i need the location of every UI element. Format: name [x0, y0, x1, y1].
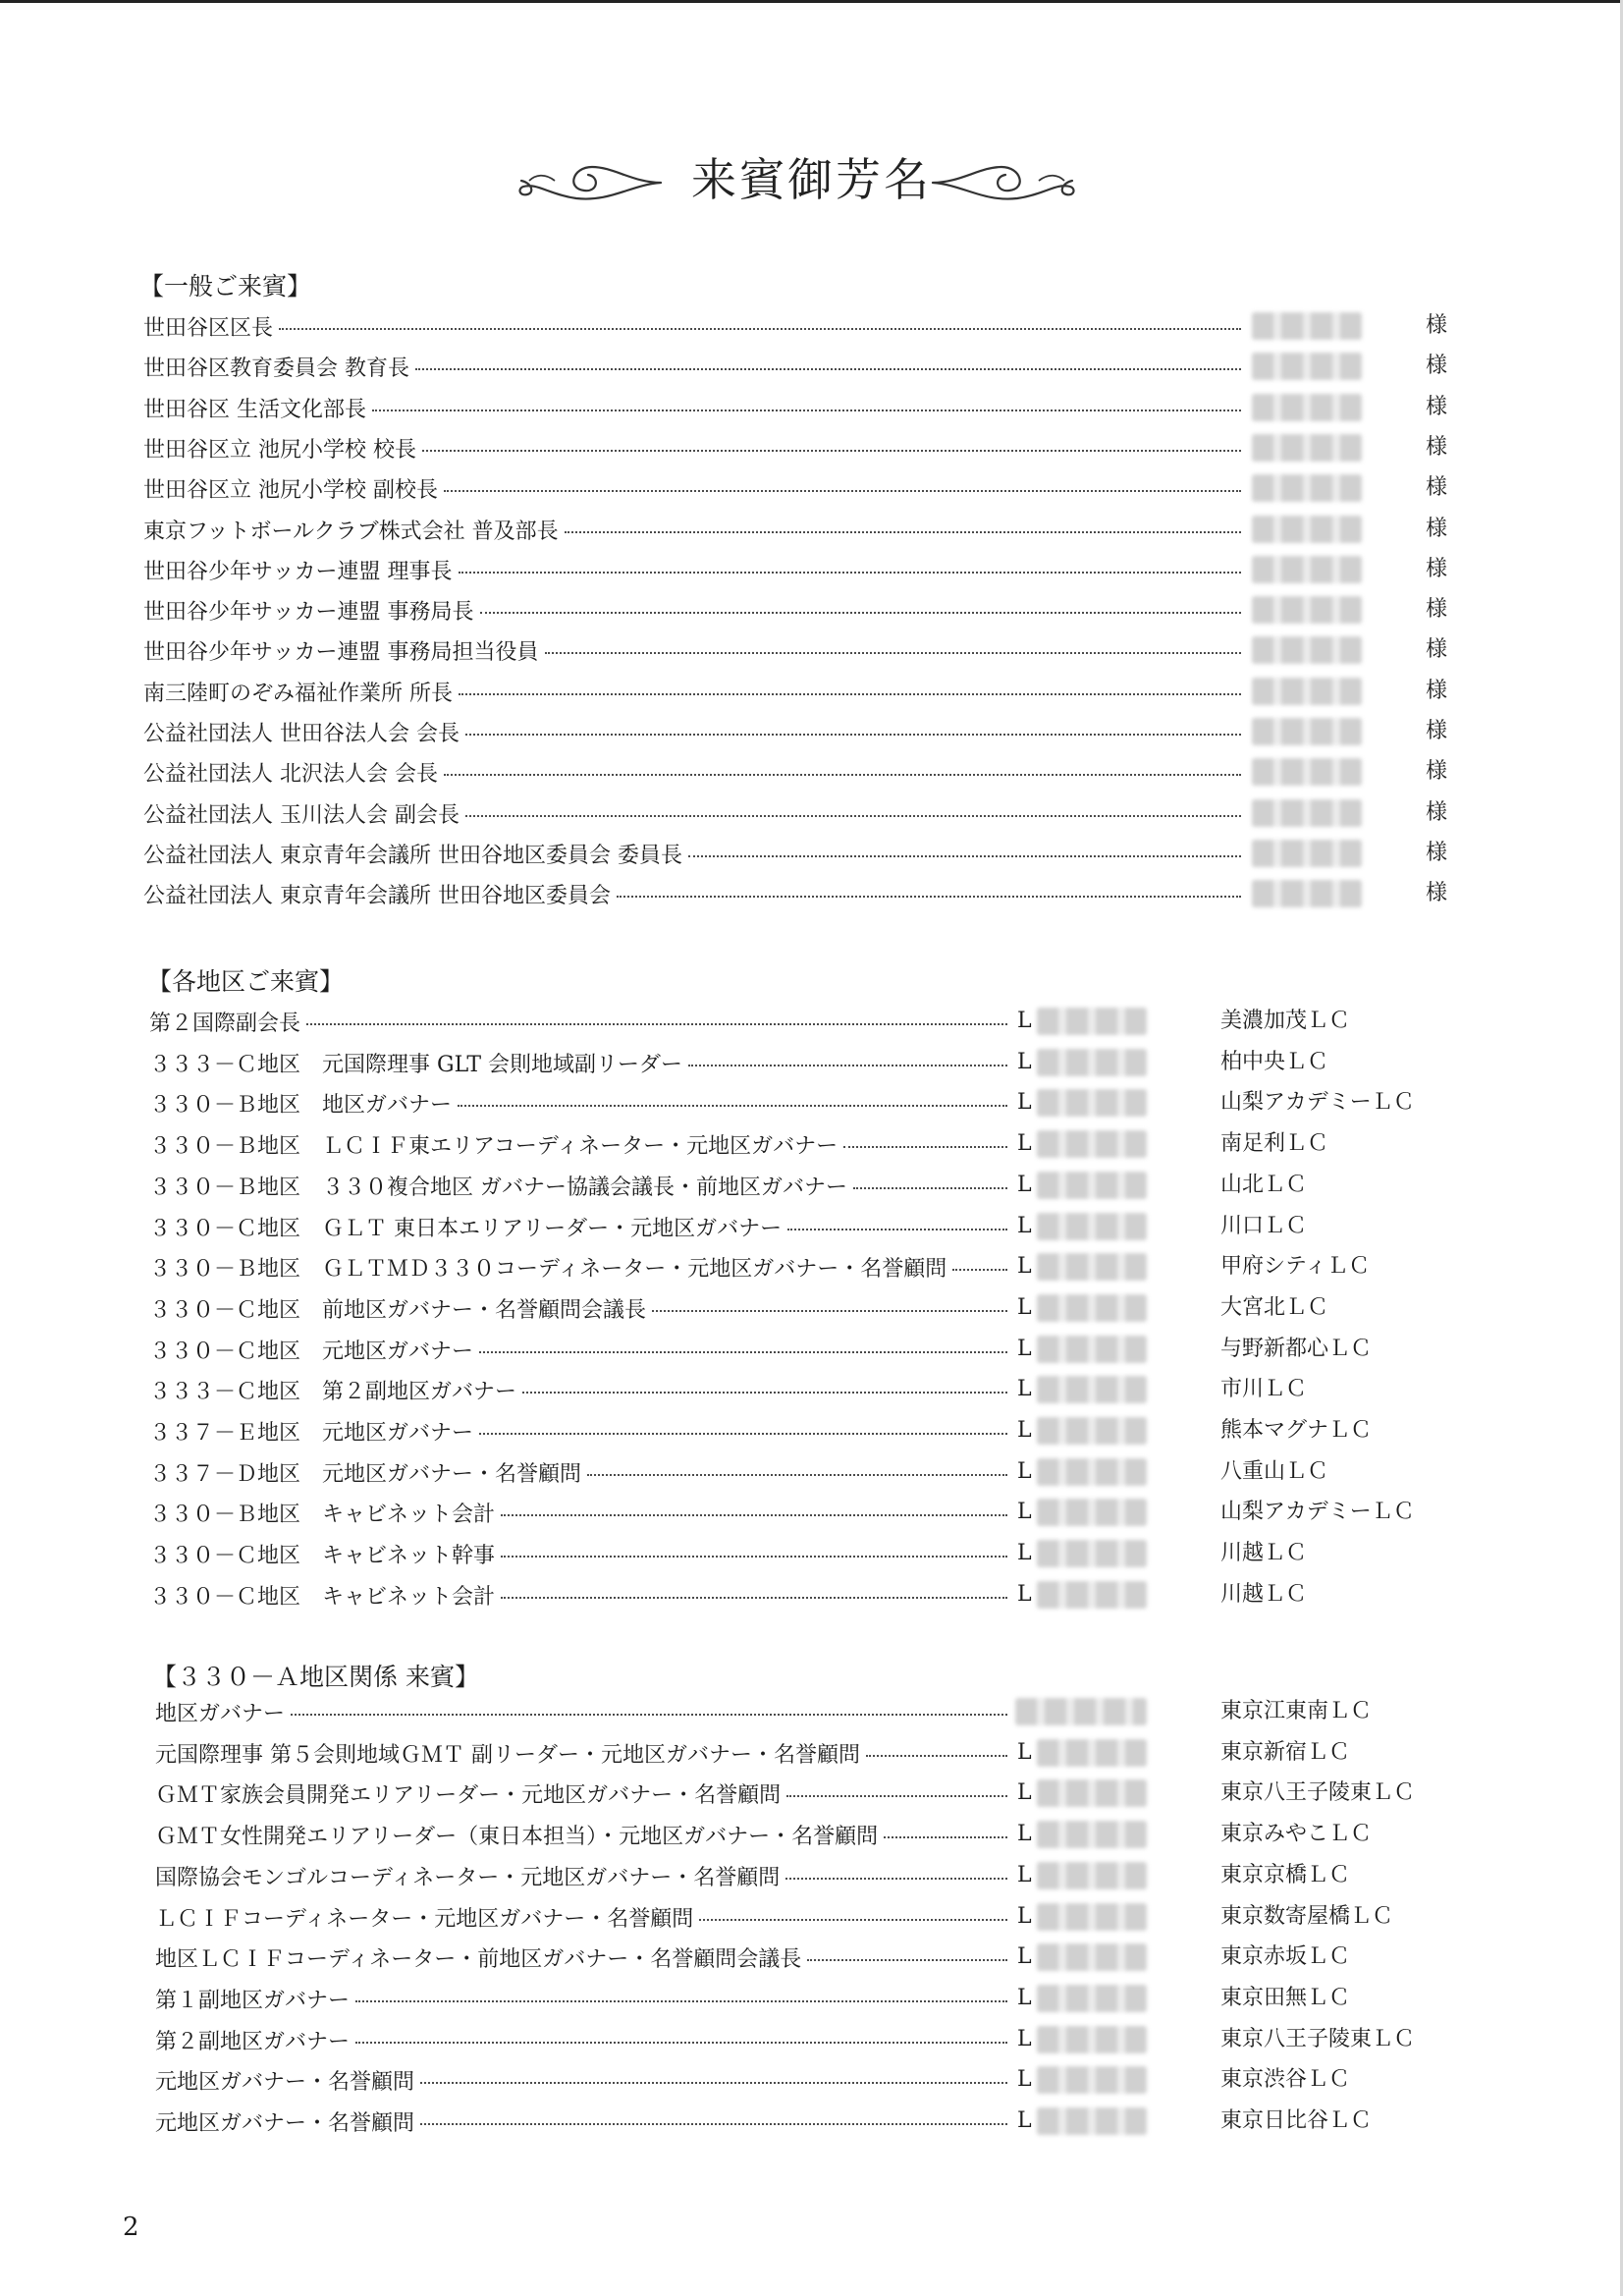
leader-dots — [688, 855, 1241, 857]
leader-dots — [355, 2042, 1007, 2044]
leader-dots — [444, 774, 1241, 776]
guest-row — [0, 874, 1623, 913]
guest-role — [155, 1938, 1013, 1977]
redacted-name — [1037, 1130, 1147, 1158]
guest-role-text: ３３０－Ｃ地区 キャビネット会計 — [149, 1584, 496, 1610]
guest-role-text: ３３０－Ｃ地区 ＧＬＴ 東日本エリアリーダー・元地区ガバナー — [149, 1216, 783, 1241]
guest-role-text: ３３０－Ｂ地区 地区ガバナー — [149, 1092, 453, 1118]
lions-club: 東京日比谷ＬＣ — [1220, 2108, 1373, 2133]
guest-row — [0, 2060, 1623, 2100]
leader-dots — [479, 1351, 1007, 1353]
redacted-name — [1252, 312, 1362, 340]
name-prefix: L — [1017, 1944, 1032, 1969]
redacted-name — [1037, 1821, 1147, 1848]
guest-role-text: ＧＭＴ女性開発エリアリーダー（東日本担当）・元地区ガバナー・名誉顧問 — [155, 1824, 879, 1849]
guest-row — [0, 834, 1623, 873]
name-prefix: L — [1017, 1090, 1032, 1115]
name-prefix: L — [1017, 1214, 1032, 1238]
lions-club: 東京新宿ＬＣ — [1220, 1740, 1351, 1765]
leader-dots — [884, 1836, 1007, 1838]
guest-row — [0, 1124, 1623, 1164]
redacted-name — [1252, 434, 1362, 462]
guest-row — [0, 1575, 1623, 1614]
lions-club: 南足利ＬＣ — [1220, 1131, 1329, 1156]
leader-dots — [480, 612, 1241, 614]
honorific: 様 — [1426, 313, 1448, 338]
redacted-name — [1037, 1253, 1147, 1281]
guest-role — [149, 1330, 1013, 1369]
guest-row — [0, 1979, 1623, 2018]
guest-role — [143, 388, 1247, 427]
guest-role — [143, 590, 1247, 629]
redacted-name — [1037, 1417, 1147, 1445]
redacted-name — [1037, 1943, 1147, 1971]
leader-dots — [355, 2000, 1007, 2002]
lions-club: 美濃加茂ＬＣ — [1220, 1009, 1351, 1033]
guest-role — [143, 834, 1247, 873]
redacted-name — [1252, 880, 1362, 907]
redacted-name — [1037, 1294, 1147, 1322]
lions-club: 山梨アカデミーＬＣ — [1220, 1500, 1415, 1524]
lions-club: 山梨アカデミーＬＣ — [1220, 1090, 1415, 1115]
page-number: 2 — [123, 2213, 139, 2242]
guest-row — [0, 1733, 1623, 1773]
name-prefix: L — [1017, 1050, 1032, 1074]
guest-row — [0, 1692, 1623, 1731]
lions-club: 大宮北ＬＣ — [1220, 1295, 1329, 1320]
leader-dots — [372, 410, 1241, 411]
name-prefix: L — [1017, 1822, 1032, 1846]
guest-role — [143, 510, 1247, 549]
honorific: 様 — [1426, 597, 1448, 622]
leader-dots — [652, 1310, 1007, 1312]
guest-row — [0, 590, 1623, 629]
lions-club: 東京京橋ＬＣ — [1220, 1863, 1351, 1887]
name-prefix: L — [1017, 2067, 1032, 2092]
name-prefix: L — [1017, 1904, 1032, 1929]
general-guests-heading: 【一般ご来賓】 — [139, 272, 312, 301]
name-prefix: L — [1017, 1377, 1032, 1401]
leader-dots — [501, 1556, 1007, 1558]
guest-role-text: 公益社団法人 東京青年会議所 世田谷地区委員会 — [143, 883, 611, 908]
leader-dots — [458, 1105, 1007, 1107]
guest-row — [0, 1370, 1623, 1409]
redacted-name — [1037, 1089, 1147, 1117]
redacted-name — [1037, 1903, 1147, 1931]
guest-role — [149, 1002, 1013, 1041]
guest-row — [0, 1493, 1623, 1532]
honorific: 様 — [1426, 435, 1448, 460]
guest-role — [155, 1733, 1013, 1773]
district-guests-heading: 【各地区ご来賓】 — [147, 967, 345, 996]
leader-dots — [843, 1146, 1007, 1148]
guest-row — [0, 793, 1623, 833]
name-prefix: L — [1017, 1986, 1032, 2010]
guest-role — [149, 1083, 1013, 1122]
redacted-name — [1037, 1739, 1147, 1767]
guest-row — [0, 1166, 1623, 1205]
honorific: 様 — [1426, 719, 1448, 743]
redacted-name — [1252, 678, 1362, 705]
guest-role-text: 公益社団法人 世田谷法人会 会長 — [143, 721, 460, 746]
guest-row — [0, 752, 1623, 792]
guest-role — [155, 1856, 1013, 1895]
guest-row — [0, 1247, 1623, 1286]
leader-dots — [501, 1514, 1007, 1516]
guest-role-text: 世田谷少年サッカー連盟 理事長 — [143, 559, 453, 584]
redacted-name — [1252, 474, 1362, 502]
guest-role — [155, 1979, 1013, 2018]
leader-dots — [587, 1474, 1007, 1476]
honorific: 様 — [1426, 475, 1448, 500]
leader-dots — [420, 2123, 1007, 2125]
lions-club: 熊本マグナＬＣ — [1220, 1418, 1373, 1443]
leader-dots — [545, 652, 1241, 654]
leader-dots — [444, 490, 1241, 492]
guest-role-text: 公益社団法人 北沢法人会 会長 — [143, 761, 438, 787]
guest-role — [149, 1247, 1013, 1286]
redacted-name — [1252, 718, 1362, 745]
guest-role — [149, 1124, 1013, 1164]
guest-role-text: 世田谷区区長 — [143, 315, 274, 341]
guest-role — [149, 1166, 1013, 1205]
guest-row — [0, 1938, 1623, 1977]
honorific: 様 — [1426, 395, 1448, 419]
guest-role — [155, 2102, 1013, 2141]
guest-role-text: ３３０－Ｂ地区 キャビネット会計 — [149, 1502, 496, 1527]
guest-role — [143, 550, 1247, 589]
redacted-name — [1252, 596, 1362, 624]
name-prefix: L — [1017, 1500, 1032, 1524]
leader-dots — [786, 1795, 1007, 1797]
guest-role — [149, 1043, 1013, 1082]
guest-role — [149, 1493, 1013, 1532]
right-flourish-icon — [931, 153, 1078, 206]
guest-role — [149, 1452, 1013, 1492]
guest-row — [0, 630, 1623, 670]
guest-role-text: ３３０－Ｃ地区 前地区ガバナー・名誉顧問会議長 — [149, 1297, 647, 1323]
guest-row — [0, 388, 1623, 427]
guest-role — [143, 306, 1247, 346]
guest-role — [149, 1411, 1013, 1450]
guest-role-text: ＬＣＩＦコーディネーター・元地区ガバナー・名誉顧問 — [155, 1906, 694, 1932]
guest-row — [0, 306, 1623, 346]
lions-club: 山北ＬＣ — [1220, 1173, 1308, 1197]
guest-row — [0, 1207, 1623, 1246]
guest-role — [155, 1774, 1013, 1813]
guest-role-text: ３３０－Ｂ地区 ＬＣＩＦ東エリアコーディネーター・元地区ガバナー — [149, 1133, 839, 1159]
redacted-name — [1037, 1985, 1147, 2012]
guest-role-text: ３３０－Ｂ地区 ＧＬＴＭＤ３３０コーディネーター・元地区ガバナー・名誉顧問 — [149, 1256, 947, 1282]
lions-club: 東京江東南ＬＣ — [1220, 1699, 1373, 1723]
guest-role-text: 世田谷少年サッカー連盟 事務局長 — [143, 599, 474, 625]
redacted-name — [1037, 1336, 1147, 1363]
guest-row — [0, 428, 1623, 467]
guest-role-text: 第２副地区ガバナー — [155, 2029, 351, 2054]
leader-dots — [420, 2082, 1007, 2084]
honorific: 様 — [1426, 354, 1448, 378]
guest-row — [0, 2102, 1623, 2141]
lions-club: 市川ＬＣ — [1220, 1377, 1308, 1401]
guest-role — [155, 2060, 1013, 2100]
guest-role — [143, 672, 1247, 711]
redacted-name — [1252, 840, 1362, 867]
guest-role — [149, 1207, 1013, 1246]
name-prefix: L — [1017, 2027, 1032, 2051]
redacted-name — [1015, 1698, 1147, 1725]
name-prefix: L — [1017, 1173, 1032, 1197]
guest-row — [0, 1452, 1623, 1492]
guest-role-text: ３３７－Ｄ地区 元地区ガバナー・名誉顧問 — [149, 1461, 582, 1487]
guest-role-text: 世田谷区教育委員会 教育長 — [143, 355, 409, 381]
redacted-name — [1037, 1049, 1147, 1076]
guest-row — [0, 510, 1623, 549]
name-prefix: L — [1017, 1740, 1032, 1765]
guest-role-text: 国際協会モンゴルコーディネーター・元地区ガバナー・名誉顧問 — [155, 1865, 781, 1890]
guest-row — [0, 468, 1623, 508]
guest-row — [0, 1897, 1623, 1937]
lions-club: 甲府シティＬＣ — [1220, 1254, 1371, 1279]
redacted-name — [1252, 636, 1362, 664]
name-prefix: L — [1017, 1863, 1032, 1887]
redacted-name — [1037, 1581, 1147, 1609]
honorific: 様 — [1426, 557, 1448, 581]
guest-role-text: 世田谷少年サッカー連盟 事務局担当役員 — [143, 639, 539, 665]
guest-role-text: 南三陸町のぞみ福祉作業所 所長 — [143, 681, 453, 706]
name-prefix: L — [1017, 1295, 1032, 1320]
guest-row — [0, 550, 1623, 589]
name-prefix: L — [1017, 1131, 1032, 1156]
lions-club: 東京みやこＬＣ — [1220, 1822, 1373, 1846]
honorific: 様 — [1426, 517, 1448, 541]
guest-role-text: 世田谷区 生活文化部長 — [143, 397, 366, 422]
honorific: 様 — [1426, 881, 1448, 905]
guest-role-text: 第２国際副会長 — [149, 1011, 301, 1036]
leader-dots — [459, 693, 1241, 695]
guest-role-text: 世田谷区立 池尻小学校 副校長 — [143, 477, 438, 503]
guest-role — [143, 630, 1247, 670]
guest-role-text: 公益社団法人 玉川法人会 副会長 — [143, 802, 460, 828]
leader-dots — [565, 531, 1241, 533]
leader-dots — [617, 896, 1241, 898]
name-prefix: L — [1017, 1254, 1032, 1279]
lions-club: 八重山ＬＣ — [1220, 1459, 1329, 1484]
guest-row — [0, 347, 1623, 386]
guest-row — [0, 1002, 1623, 1041]
guest-role — [143, 874, 1247, 913]
guest-row — [0, 1411, 1623, 1450]
redacted-name — [1037, 1458, 1147, 1486]
guest-row — [0, 1534, 1623, 1573]
page-title: 来賓御芳名 — [691, 153, 932, 206]
leader-dots — [291, 1714, 1007, 1716]
guest-role-text: 世田谷区立 池尻小学校 校長 — [143, 437, 416, 463]
guest-row — [0, 2020, 1623, 2059]
name-prefix: L — [1017, 1541, 1032, 1565]
lions-club: 東京八王子陵東ＬＣ — [1220, 1780, 1416, 1805]
guest-role — [149, 1534, 1013, 1573]
guest-role — [143, 347, 1247, 386]
leader-dots — [465, 734, 1241, 736]
leader-dots — [501, 1597, 1007, 1599]
guest-role — [143, 793, 1247, 833]
redacted-name — [1037, 1213, 1147, 1240]
lions-club: 与野新都心ＬＣ — [1220, 1337, 1373, 1361]
leader-dots — [807, 1959, 1007, 1961]
leader-dots — [465, 815, 1241, 817]
leader-dots — [279, 328, 1241, 330]
name-prefix: L — [1017, 2108, 1032, 2133]
lions-club: 東京八王子陵東ＬＣ — [1220, 2027, 1416, 2051]
guest-role-text: 地区ＬＣＩＦコーディネーター・前地区ガバナー・名誉顧問会議長 — [155, 1946, 802, 1972]
guest-role — [149, 1288, 1013, 1328]
honorific: 様 — [1426, 841, 1448, 865]
name-prefix: L — [1017, 1337, 1032, 1361]
guest-row — [0, 1856, 1623, 1895]
leader-dots — [853, 1187, 1007, 1189]
redacted-name — [1037, 2107, 1147, 2135]
guest-role-text: 第１副地区ガバナー — [155, 1988, 351, 2013]
guest-role-text: 元地区ガバナー・名誉顧問 — [155, 2069, 415, 2095]
redacted-name — [1037, 2066, 1147, 2094]
guest-role — [143, 752, 1247, 792]
redacted-name — [1037, 1376, 1147, 1403]
guest-row — [0, 1043, 1623, 1082]
leader-dots — [422, 450, 1241, 452]
guest-role-text: 元地区ガバナー・名誉顧問 — [155, 2110, 415, 2136]
guest-role-text: ３３７－Ｅ地区 元地区ガバナー — [149, 1420, 474, 1446]
lions-club: 東京赤坂ＬＣ — [1220, 1944, 1351, 1969]
guest-row — [0, 1774, 1623, 1813]
district-a-guests-heading: 【３３０－Ａ地区関係 来賓】 — [152, 1663, 479, 1691]
guest-row — [0, 712, 1623, 751]
redacted-name — [1037, 1540, 1147, 1567]
redacted-name — [1252, 758, 1362, 786]
name-prefix: L — [1017, 1418, 1032, 1443]
guest-row — [0, 672, 1623, 711]
lions-club: 川越ＬＣ — [1220, 1541, 1308, 1565]
guest-row — [0, 1330, 1623, 1369]
leader-dots — [866, 1755, 1007, 1757]
honorific: 様 — [1426, 759, 1448, 784]
leader-dots — [522, 1392, 1007, 1394]
redacted-name — [1037, 1779, 1147, 1807]
leader-dots — [459, 572, 1241, 574]
leader-dots — [306, 1023, 1007, 1025]
guest-role-text: 東京フットボールクラブ株式会社 普及部長 — [143, 519, 559, 544]
guest-role — [149, 1575, 1013, 1614]
lions-club: 川越ＬＣ — [1220, 1582, 1308, 1607]
guest-role — [149, 1370, 1013, 1409]
guest-role-text: 元国際理事 第５会則地域ＧＭＴ 副リーダー・元地区ガバナー・名誉顧問 — [155, 1742, 860, 1768]
lions-club: 東京渋谷ＬＣ — [1220, 2067, 1351, 2092]
leader-dots — [688, 1065, 1007, 1066]
guest-role-text: 公益社団法人 東京青年会議所 世田谷地区委員会 委員長 — [143, 843, 682, 868]
guest-role-text: ３３３－Ｃ地区 第２副地区ガバナー — [149, 1379, 517, 1404]
name-prefix: L — [1017, 1459, 1032, 1484]
name-prefix: L — [1017, 1009, 1032, 1033]
redacted-name — [1037, 1008, 1147, 1035]
redacted-name — [1037, 1172, 1147, 1199]
redacted-name — [1252, 799, 1362, 827]
guest-role-text: 地区ガバナー — [155, 1701, 286, 1726]
guest-role-text: ３３０－Ｃ地区 キャビネット幹事 — [149, 1543, 496, 1568]
guest-role — [155, 1897, 1013, 1937]
scan-top-edge — [0, 0, 1623, 3]
guest-role — [143, 468, 1247, 508]
guest-row — [0, 1288, 1623, 1328]
redacted-name — [1037, 1862, 1147, 1889]
guest-role-text: ３３０－Ｂ地区 ３３０複合地区 ガバナー協議会議長・前地区ガバナー — [149, 1175, 847, 1200]
redacted-name — [1252, 556, 1362, 583]
redacted-name — [1037, 1499, 1147, 1526]
guest-role — [155, 1815, 1013, 1854]
guest-role — [143, 712, 1247, 751]
redacted-name — [1037, 2026, 1147, 2053]
leader-dots — [479, 1433, 1007, 1435]
guest-role-text: ３３３－Ｃ地区 元国際理事 GLT 会則地域副リーダー — [149, 1052, 683, 1077]
guest-row — [0, 1083, 1623, 1122]
guest-row — [0, 1815, 1623, 1854]
honorific: 様 — [1426, 679, 1448, 703]
title-block — [0, 145, 1623, 214]
lions-club: 柏中央ＬＣ — [1220, 1050, 1329, 1074]
guest-role — [143, 428, 1247, 467]
redacted-name — [1252, 353, 1362, 380]
honorific: 様 — [1426, 637, 1448, 662]
lions-club: 東京田無ＬＣ — [1220, 1986, 1351, 2010]
guest-role — [155, 1692, 1013, 1731]
leader-dots — [952, 1269, 1007, 1271]
honorific: 様 — [1426, 800, 1448, 825]
name-prefix: L — [1017, 1780, 1032, 1805]
leader-dots — [699, 1919, 1007, 1921]
leader-dots — [415, 368, 1241, 370]
name-prefix: L — [1017, 1582, 1032, 1607]
lions-club: 東京数寄屋橋ＬＣ — [1220, 1904, 1394, 1929]
redacted-name — [1252, 394, 1362, 421]
guest-role-text: ３３０－Ｃ地区 元地区ガバナー — [149, 1339, 474, 1364]
guest-role — [155, 2020, 1013, 2059]
guest-role-text: ＧＭＴ家族会員開発エリアリーダー・元地区ガバナー・名誉顧問 — [155, 1782, 782, 1808]
leader-dots — [787, 1229, 1007, 1230]
leader-dots — [785, 1878, 1007, 1880]
lions-club: 川口ＬＣ — [1220, 1214, 1308, 1238]
redacted-name — [1252, 516, 1362, 543]
